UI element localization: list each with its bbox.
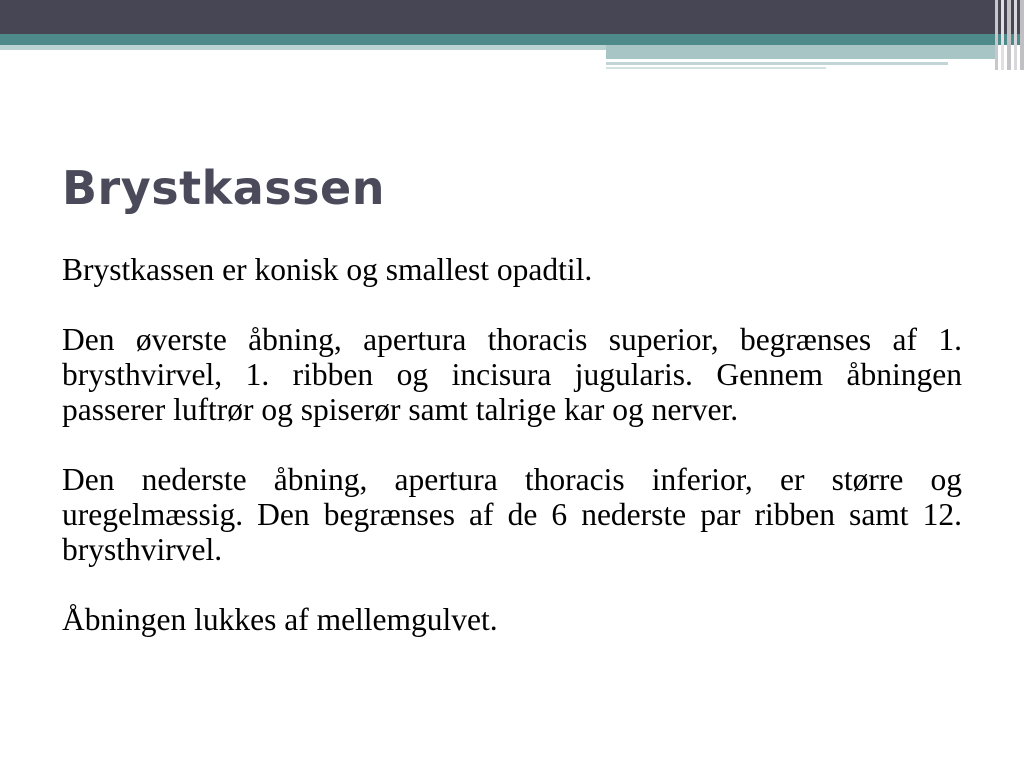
header-accent-line-thin [606, 67, 826, 69]
body-paragraph: Åbningen lukkes af mellemgulvet. [62, 602, 498, 637]
corner-stripe [995, 0, 998, 70]
body-paragraph: Den nederste åbning, apertura thoracis inferior, er større og uregelmæssig. Den begrænses af de 6 nederste par ribben samt 12. brysthvirvel. [62, 462, 962, 567]
slide-body [62, 252, 962, 637]
body-paragraph: Brystkassen er konisk og smallest opadtil. [62, 252, 593, 287]
header-band-light-left [0, 45, 606, 50]
corner-stripe [1020, 0, 1024, 70]
header-band-light-right [606, 45, 996, 59]
header-accent-line [606, 62, 948, 65]
body-paragraph: Den øverste åbning, apertura thoracis superior, begrænses af 1. brysthvirvel, 1. ribben og incisura jugularis. Gennem åbningen passerer luftrør og spiserør samt talrige kar og nerver. [62, 322, 962, 427]
header-band-dark [0, 0, 1024, 34]
slide-title: Brystkassen [62, 161, 385, 215]
corner-stripe [1014, 0, 1017, 70]
header-band-teal [0, 34, 1024, 45]
corner-stripe [1001, 0, 1004, 70]
corner-stripes [993, 0, 1024, 70]
corner-stripe [1007, 0, 1011, 70]
